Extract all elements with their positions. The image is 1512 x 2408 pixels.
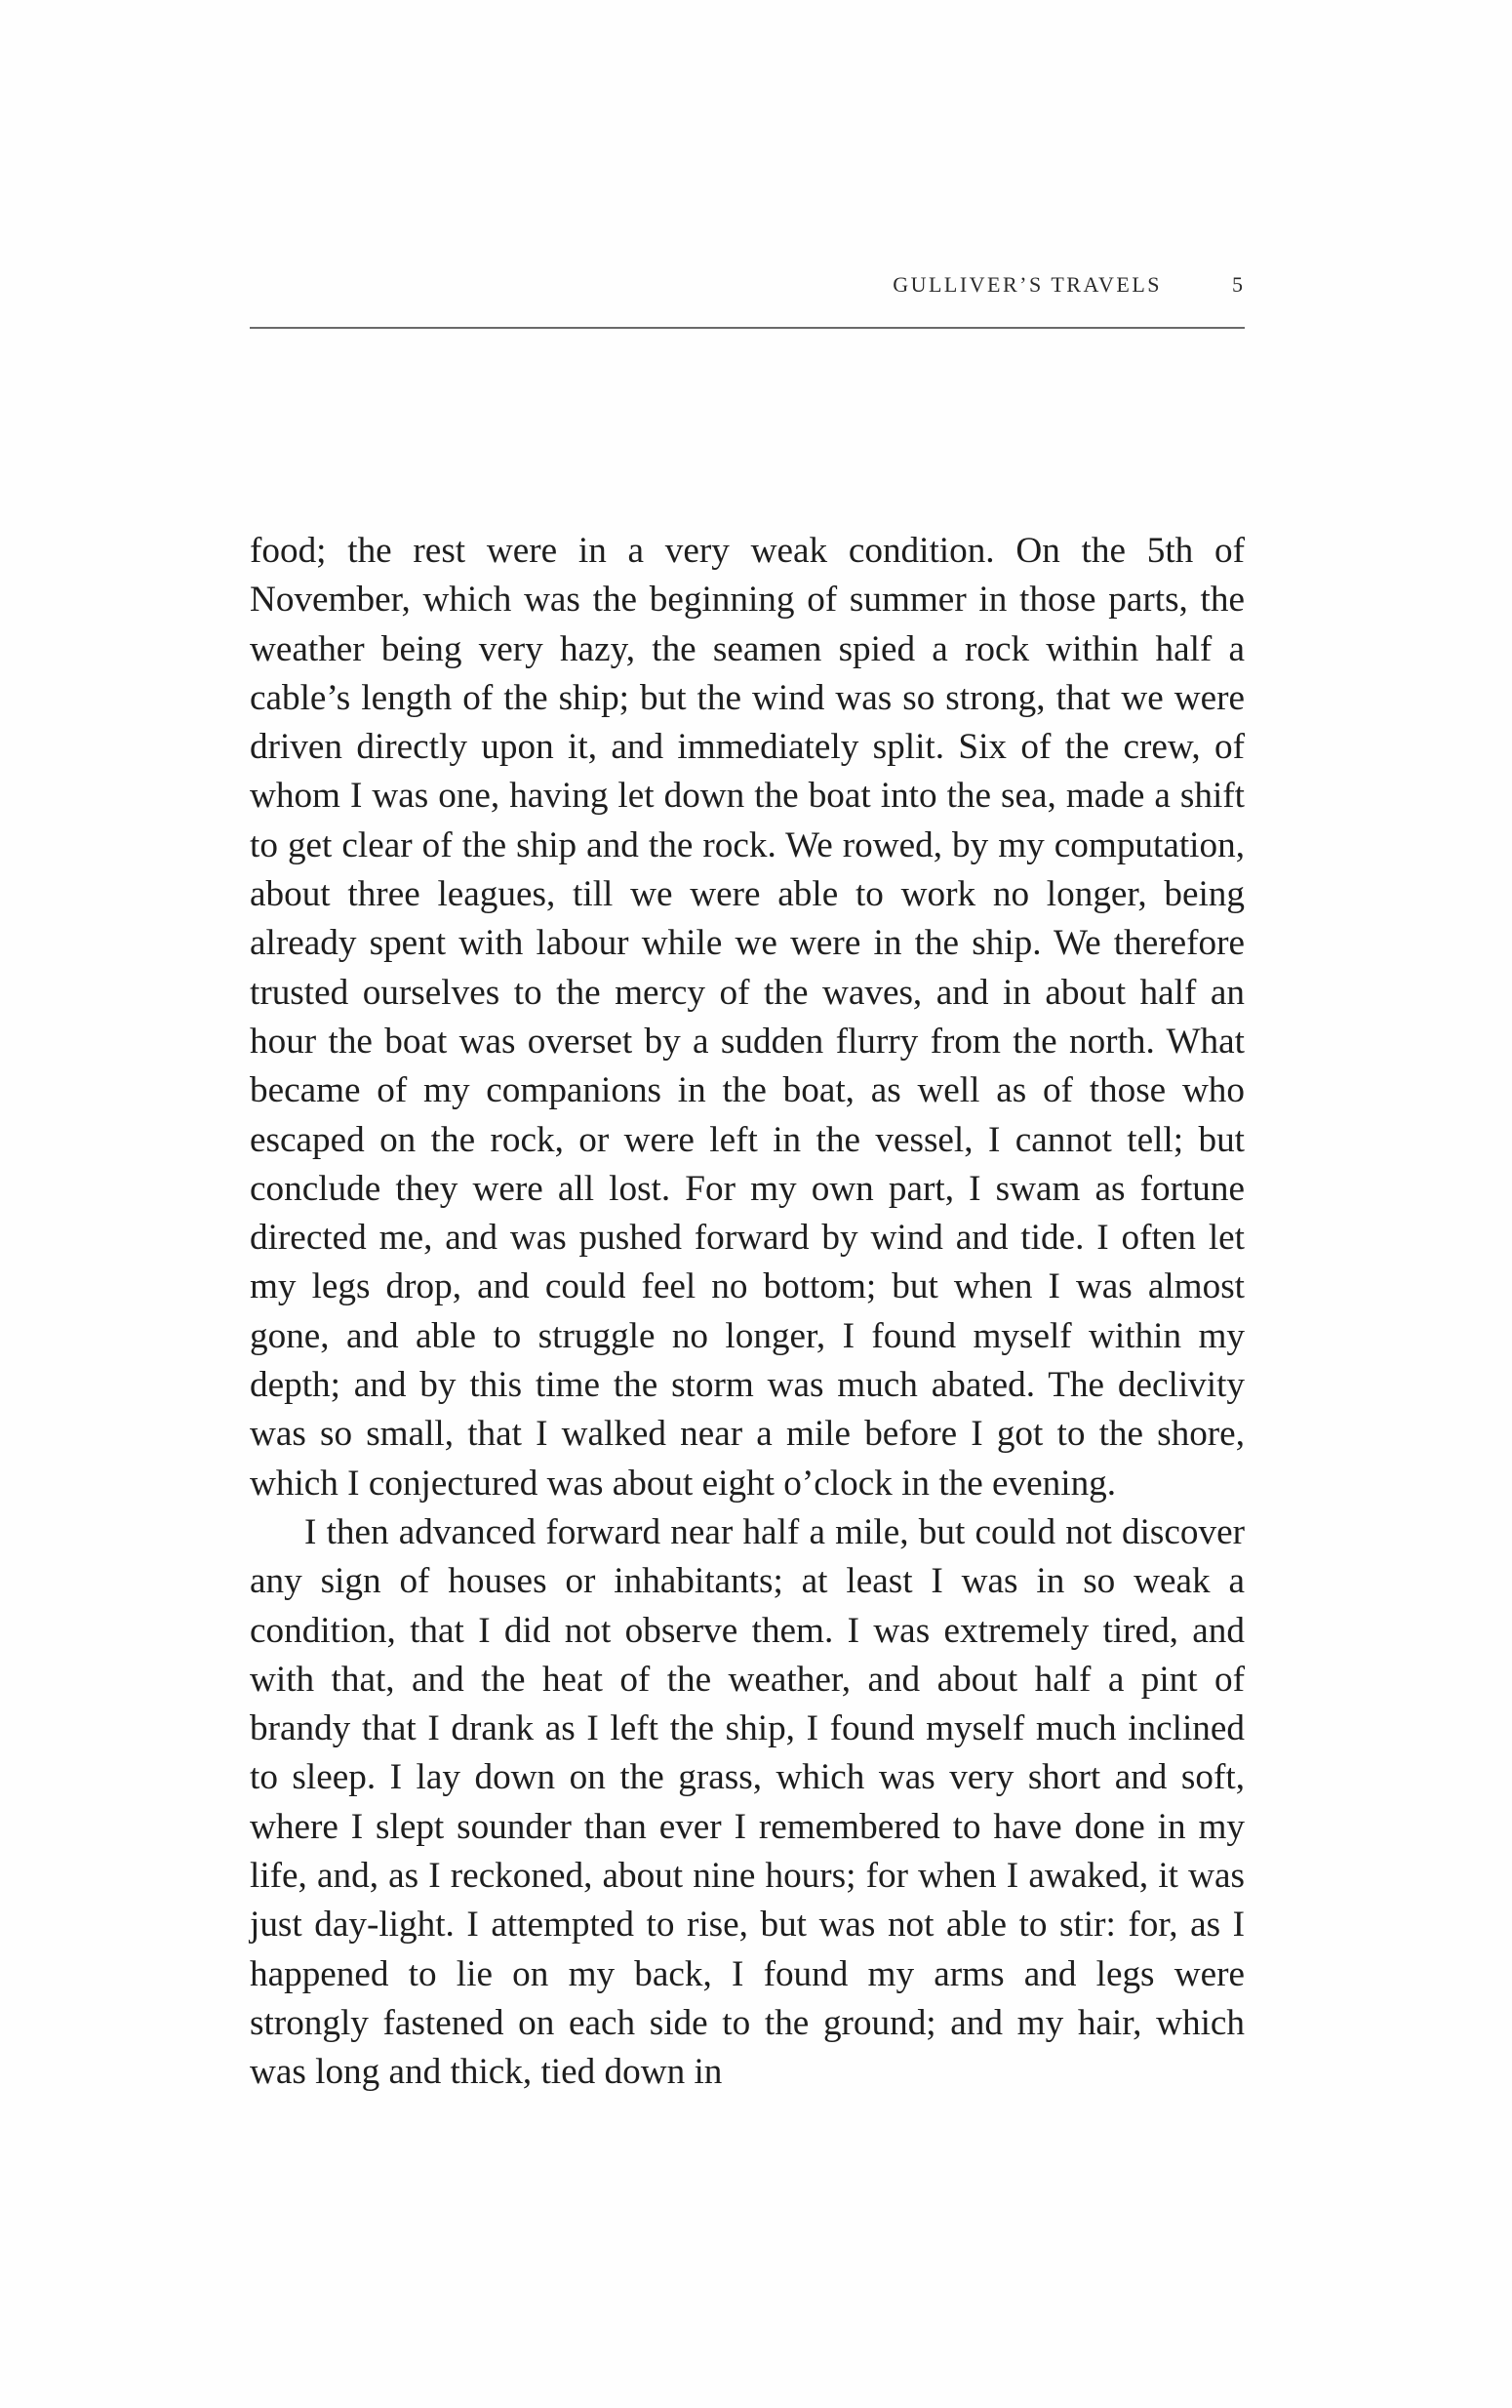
body-text	[250, 527, 1245, 2098]
page-number: 5	[1232, 272, 1243, 297]
paragraph: food; the rest were in a very weak condition. On the 5th of November, which was the beginning of summer in those parts, the weather being very hazy, the seamen spied a rock within half a cable’s length of the ship; but the wind was so strong, that we were driven directly upon it, and immediately split. Six of the crew, of whom I was one, having let down the boat into the sea, made a shift to get clear of the ship and the rock. We rowed, by my computation, about three leagues, till we were able to work no longer, being already spent with labour while we were in the ship. We therefore trusted ourselves to the mercy of the waves, and in about half an hour the boat was overset by a sudden flurry from the north. What became of my companions in the boat, as well as of those who escaped on the rock, or were left in the vessel, I cannot tell; but conclude they were all lost. For my own part, I swam as fortune directed me, and was pushed forward by wind and tide. I often let my legs drop, and could feel no bottom; but when I was almost gone, and able to struggle no longer, I found myself within my depth; and by this time the storm was much abated. The declivity was so small, that I walked near a mile before I got to the shore, which I conjectured was about eight o’clock in the evening.	[250, 531, 1245, 1504]
paragraph: I then advanced forward near half a mile, but could not discover any sign of houses or inhabitants; at least I was in so weak a condition, that I did not observe them. I was extremely tired, and with that, and the heat of the weather, and about half a pint of brandy that I drank as I left the ship, I found myself much inclined to sleep. I lay down on the grass, which was very short and soft, where I slept sounder than ever I remembered to have done in my life, and, as I reckoned, about nine hours; for when I awaked, it was just day-light. I attempted to rise, but was not able to stir: for, as I happened to lie on my back, I found my arms and legs were strongly fastened on each side to the ground; and my hair, which was long and thick, tied down in	[250, 1511, 1245, 2093]
running-head	[250, 265, 1251, 304]
header-rule	[250, 327, 1245, 329]
running-head-title: GULLIVER’S TRAVELS	[893, 272, 1162, 297]
